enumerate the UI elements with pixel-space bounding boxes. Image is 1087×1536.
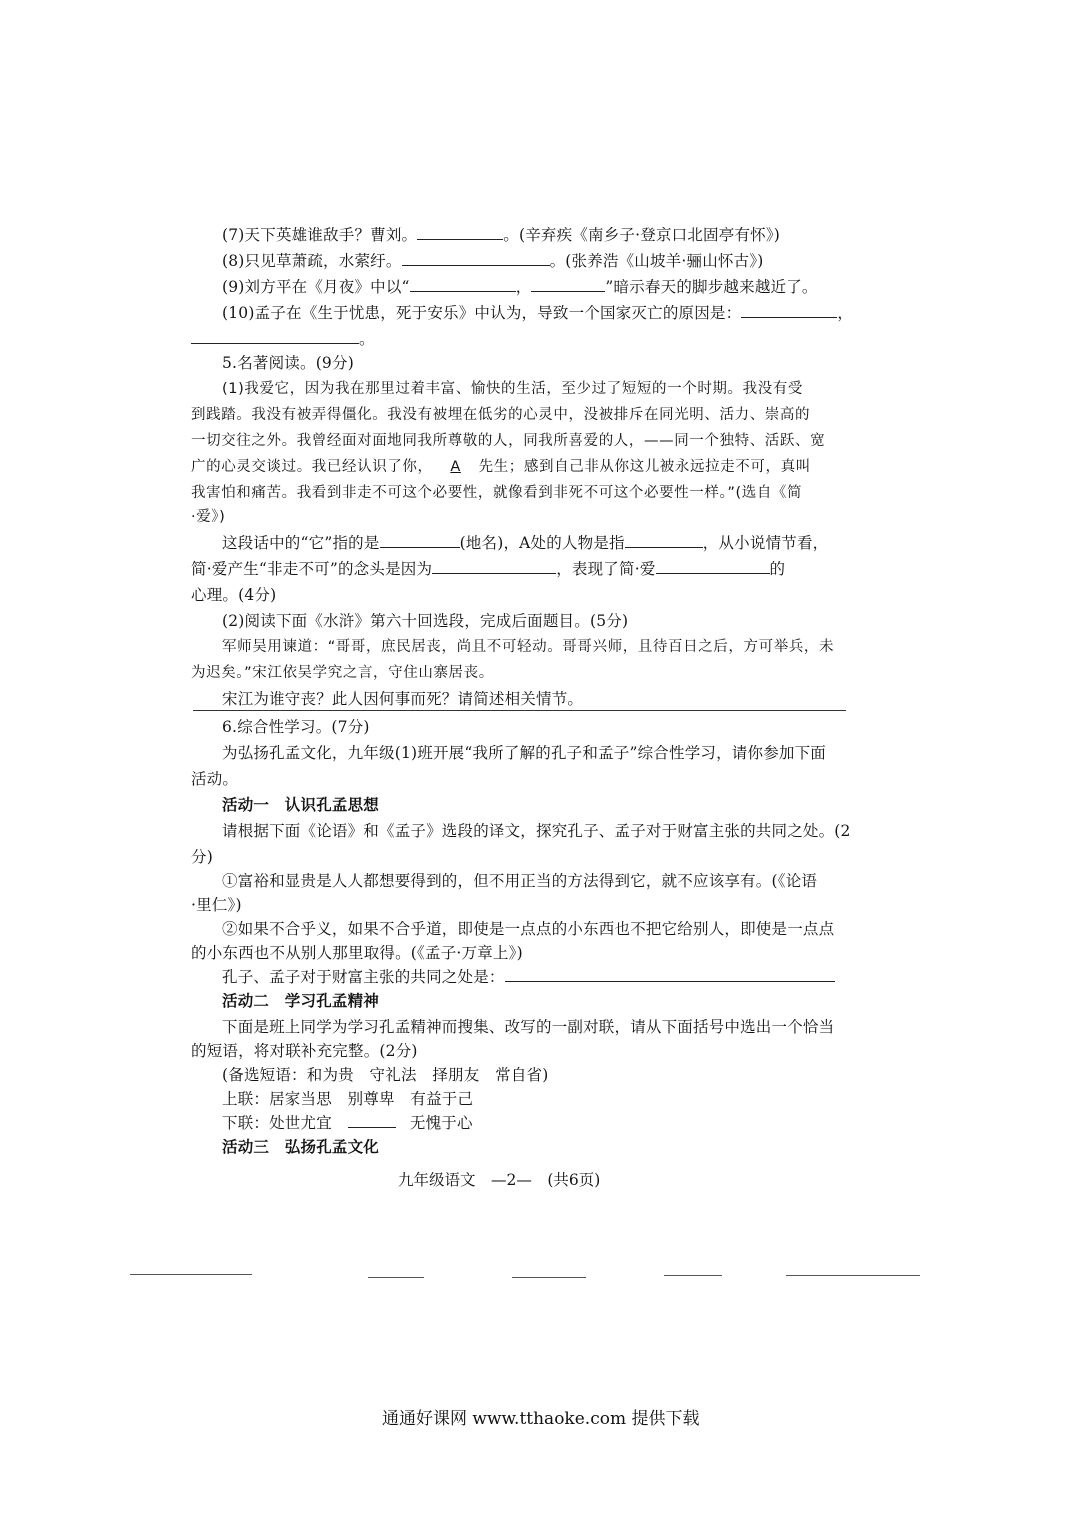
lunyu-item: ·里仁》) bbox=[191, 896, 242, 914]
activity-1-question: 分) bbox=[191, 848, 213, 866]
answer-blank[interactable] bbox=[380, 532, 460, 548]
mengzi-item: ②如果不合乎义，如果不合乎道，即使是一点点的小东西也不把它给别人，即使是一点点 bbox=[222, 920, 835, 938]
activity-1-answer: 孔子、孟子对于财富主张的共同之处是： bbox=[222, 966, 882, 988]
question-10-cont: 。 bbox=[191, 328, 851, 350]
question-7: (7)天下英雄谁敌手？曹刘。 。(辛弃疾《南乡子·登京口北固亭有怀》) bbox=[222, 226, 781, 244]
answer-line[interactable] bbox=[193, 710, 846, 711]
question-8: (8)只见草萧疏，水萦纡。 。(张养浩《山坡羊·骊山怀古》) bbox=[222, 252, 764, 270]
scan-mark bbox=[786, 1275, 920, 1276]
answer-blank[interactable] bbox=[402, 250, 550, 266]
shuihu-quote: 为迟矣。”宋江依吴学究之言，守住山寨居丧。 bbox=[191, 665, 494, 681]
question-5-1: 心理。(4分) bbox=[191, 586, 277, 604]
answer-blank[interactable] bbox=[656, 558, 770, 574]
activity-2-title: 活动二 学习孔孟精神 bbox=[222, 991, 380, 1010]
section-6-intro: 为弘扬孔孟文化，九年级(1)班开展“我所了解的孔子和孟子”综合性学习，请你参加下面 bbox=[222, 744, 827, 762]
scan-mark bbox=[130, 1274, 252, 1275]
question-5-1: 简·爱产生“非走不可”的念头是因为 ，表现了简·爱 的 bbox=[191, 560, 786, 578]
answer-blank[interactable] bbox=[505, 966, 835, 982]
section-6-title: 6.综合性学习。(7分) bbox=[222, 718, 370, 736]
activity-2-question: 的短语，将对联补充完整。(2分) bbox=[191, 1042, 418, 1060]
question-5-2-title: (2)阅读下面《水浒》第六十回选段，完成后面题目。(5分) bbox=[222, 612, 629, 630]
passage-line: 到践踏。我没有被弄得僵化。我没有被埋在低劣的心灵中，没被排斥在同光明、活力、崇高的 bbox=[191, 407, 811, 423]
scan-mark bbox=[512, 1277, 586, 1278]
answer-blank[interactable] bbox=[348, 1112, 396, 1128]
passage-line: 一切交往之外。我曾经面对面地同我所尊敬的人，同我所喜爱的人，——同一个独特、活跃、宽 bbox=[191, 433, 826, 449]
answer-blank[interactable] bbox=[417, 224, 503, 240]
passage-line: ·爱》) bbox=[191, 509, 226, 525]
phrase-options: (备选短语：和为贵 守礼法 择朋友 常自省) bbox=[222, 1066, 549, 1084]
question-10: (10)孟子在《生于忧患，死于安乐》中认为，导致一个国家灭亡的原因是： ， bbox=[222, 304, 854, 322]
activity-1-title: 活动一 认识孔孟思想 bbox=[222, 795, 380, 814]
mengzi-item: 的小东西也不从别人那里取得。(《孟子·万章上》) bbox=[191, 944, 523, 962]
answer-blank[interactable] bbox=[741, 302, 837, 318]
question-9: (9)刘方平在《月夜》中以“ ， ”暗示春天的脚步越来越近了。 bbox=[222, 278, 818, 296]
blank-a: A bbox=[450, 459, 461, 475]
activity-2-question: 下面是班上同学为学习孔孟精神而搜集、改写的一副对联，请从下面括号中选出一个恰当 bbox=[222, 1018, 835, 1036]
answer-blank[interactable] bbox=[410, 276, 516, 292]
section-5-title: 5.名著阅读。(9分) bbox=[222, 354, 354, 372]
passage-line: 广的心灵交谈过。我已经认识了你， A 先生；感到自己非从你这儿被永远拉走不可，真叫 bbox=[191, 456, 851, 478]
answer-blank[interactable] bbox=[531, 276, 605, 292]
passage-line: 我害怕和痛苦。我看到非走不可这个必要性，就像看到非死不可这个必要性一样。”(选自《简 bbox=[191, 485, 803, 501]
question-5-1: 这段话中的“它”指的是 (地名)，A处的人物是指 ，从小说情节看， bbox=[222, 534, 829, 552]
passage-line: (1)我爱它，因为我在那里过着丰富、愉快的生活，至少过了短短的一个时期。我没有受 bbox=[222, 381, 804, 397]
page-footer: 九年级语文 —2— (共6页) bbox=[398, 1171, 601, 1189]
section-6-intro: 活动。 bbox=[191, 770, 239, 788]
couplet-upper: 上联：居家当思 别尊卑 有益于己 bbox=[222, 1090, 474, 1108]
answer-blank[interactable] bbox=[432, 558, 556, 574]
activity-1-question: 请根据下面《论语》和《孟子》选段的译文，探究孔子、孟子对于财富主张的共同之处。(2 bbox=[222, 822, 851, 840]
couplet-lower: 下联：处世尤宜 无愧于心 bbox=[222, 1114, 473, 1132]
shuihu-quote: 军师吴用谏道：“哥哥，庶民居丧，尚且不可轻动。哥哥兴师，且待百日之后，方可举兵，未 bbox=[222, 639, 835, 655]
scan-mark bbox=[664, 1275, 722, 1276]
download-credit: 通通好课网 www.tthaoke.com 提供下载 bbox=[382, 1409, 700, 1429]
scan-mark bbox=[368, 1277, 424, 1278]
answer-blank[interactable] bbox=[625, 532, 703, 548]
question-5-2: 宋江为谁守丧？此人因何事而死？请简述相关情节。 bbox=[222, 690, 584, 708]
lunyu-item: ①富裕和显贵是人人都想要得到的，但不用正当的方法得到它，就不应该享有。(《论语 bbox=[222, 872, 818, 890]
answer-blank[interactable] bbox=[191, 328, 359, 344]
activity-3-title: 活动三 弘扬孔孟文化 bbox=[222, 1137, 380, 1156]
